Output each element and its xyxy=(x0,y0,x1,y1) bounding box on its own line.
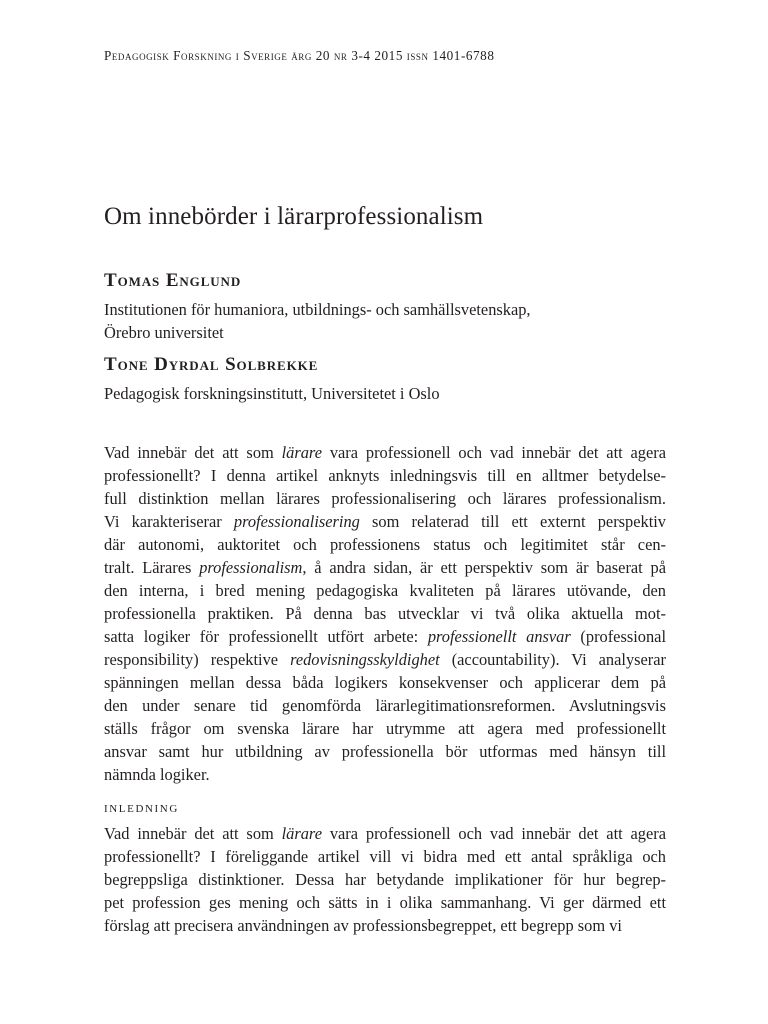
text-line xyxy=(104,845,666,868)
text-run: professionellt? I föreliggande artikel vill vi bidra med ett antal språkliga och xyxy=(104,847,666,866)
emphasis: professionellt ansvar xyxy=(427,627,571,646)
text-line xyxy=(104,579,666,602)
author-affiliation-1 xyxy=(104,298,666,344)
text-run: förslag att precisera användningen av professionsbegreppet, ett begrepp som vi xyxy=(104,916,622,935)
text-line xyxy=(104,914,666,937)
text-line xyxy=(104,533,666,556)
text-run: den interna, i bred mening pedagogiska kvaliteten på lärares utövande, den xyxy=(104,581,666,600)
text-run: ställs frågor om svenska lärare har utrymme att agera med professionellt xyxy=(104,719,666,738)
text-run: nämnda logiker. xyxy=(104,765,210,784)
abstract xyxy=(104,441,666,786)
text-run: tralt. Lärares xyxy=(104,558,200,577)
article-title: Om innebörder i lärarprofessionalism xyxy=(104,203,484,230)
text-line xyxy=(104,891,666,914)
text-run: responsibility) respektive xyxy=(104,650,291,669)
emphasis: professionalisering xyxy=(233,512,360,531)
text-line xyxy=(104,694,666,717)
text-run: Vi karakteriserar xyxy=(104,512,234,531)
affiliation-line: Pedagogisk forskningsinstitutt, Universitetet i Oslo xyxy=(104,384,440,403)
text-line xyxy=(104,464,666,487)
text-run: där autonomi, auktoritet och professionens status och legitimitet står cen- xyxy=(104,535,666,554)
text-run: begreppsliga distinktioner. Dessa har betydande implikationer för hur begrep- xyxy=(104,870,666,889)
text-run: vara professionell och vad innebär det att agera xyxy=(321,443,666,462)
text-line xyxy=(104,487,666,510)
text-run: spänningen mellan dessa båda logikers konsekvenser och applicerar dem på xyxy=(104,673,666,692)
text-run: ansvar samt hur utbildning av professionella bör utformas med hänsyn till xyxy=(104,742,666,761)
emphasis: redovisningsskyldighet xyxy=(290,650,440,669)
author-name-2: Tone Dyrdal Solbrekke xyxy=(104,354,319,375)
emphasis: lärare xyxy=(281,443,322,462)
affiliation-line: Institutionen för humaniora, utbildnings- och samhällsvetenskap, xyxy=(104,300,531,319)
text-line xyxy=(104,740,666,763)
text-run: (accountability). Vi analyserar xyxy=(439,650,666,669)
text-line xyxy=(104,556,666,579)
text-line xyxy=(104,822,666,845)
text-run: professionellt? I denna artikel anknyts inledningsvis till en alltmer betydelse- xyxy=(104,466,666,485)
text-line xyxy=(104,763,666,786)
author-name-1: Tomas Englund xyxy=(104,270,242,291)
journal-page xyxy=(104,0,666,1024)
text-line xyxy=(104,441,666,464)
text-line xyxy=(104,510,666,533)
text-run: , å andra sidan, är ett perspektiv som är baserat på xyxy=(302,558,666,577)
text-line xyxy=(104,717,666,740)
text-run: Vad innebär det att som xyxy=(104,824,282,843)
author-affiliation-2 xyxy=(104,382,666,405)
running-head: Pedagogisk Forskning i Sverige årg 20 nr 3-4 2015 issn 1401-6788 xyxy=(104,48,495,63)
text-line xyxy=(104,625,666,648)
text-line xyxy=(104,868,666,891)
body-text xyxy=(104,822,666,937)
text-run: vara professionell och vad innebär det att agera xyxy=(321,824,666,843)
text-run: som relaterad till ett externt perspektiv xyxy=(359,512,667,531)
text-run: Vad innebär det att som xyxy=(104,443,282,462)
text-run: professionella praktiken. På denna bas utvecklar vi två olika aktuella mot- xyxy=(104,604,666,623)
text-run: (professional xyxy=(570,627,666,646)
affiliation-line: Örebro universitet xyxy=(104,323,224,342)
text-line xyxy=(104,648,666,671)
text-run: den under senare tid genomförda lärarlegitimationsreformen. Avslutningsvis xyxy=(104,696,666,715)
text-line xyxy=(104,602,666,625)
text-line xyxy=(104,671,666,694)
emphasis: professionalism xyxy=(199,558,303,577)
section-heading: inledning xyxy=(104,799,179,816)
emphasis: lärare xyxy=(281,824,322,843)
text-run: full distinktion mellan lärares professionalisering och lärares professionalism. xyxy=(104,489,666,508)
text-run: satta logiker för professionellt utfört arbete: xyxy=(104,627,428,646)
text-run: pet profession ges mening och sätts in i olika sammanhang. Vi ger därmed ett xyxy=(104,893,666,912)
